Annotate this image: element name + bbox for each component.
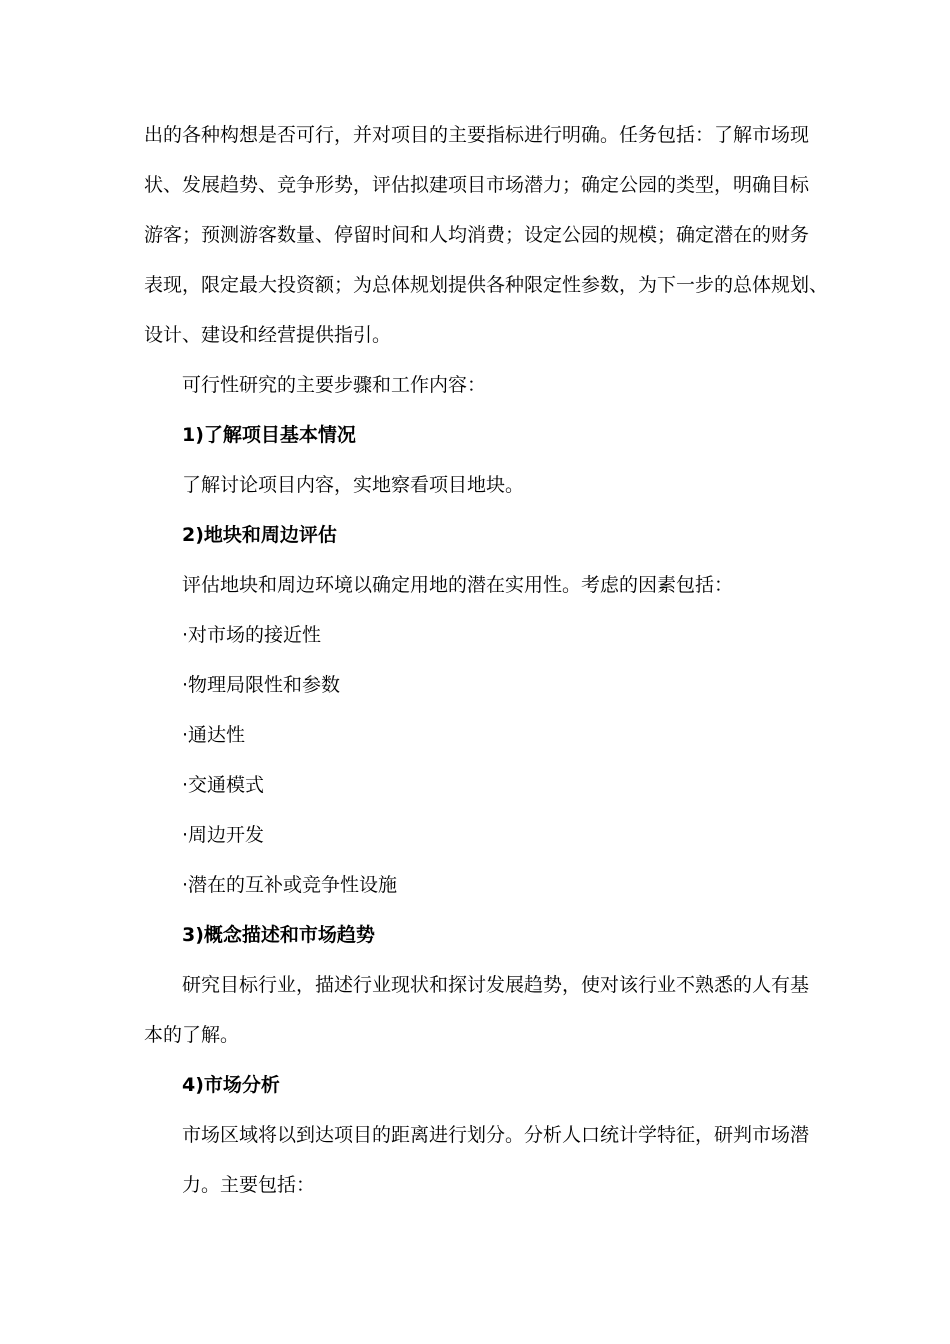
section-heading: 4)市场分析 — [182, 1074, 280, 1096]
bullet-item: ·交通模式 — [182, 774, 265, 796]
bullet-item: ·通达性 — [182, 724, 246, 746]
paragraph-line: 表现，限定最大投资额；为总体规划提供各种限定性参数，为下一步的总体规划、 — [144, 274, 829, 296]
paragraph-line: 设计、建设和经营提供指引。 — [144, 324, 392, 346]
paragraph-line: 游客；预测游客数量、停留时间和人均消费；设定公园的规模；确定潜在的财务 — [144, 224, 810, 246]
section-body-line: 研究目标行业，描述行业现状和探讨发展趋势，使对该行业不熟悉的人有基 — [182, 974, 810, 996]
bullet-item: ·潜在的互补或竞争性设施 — [182, 874, 398, 896]
section-body-line: 市场区域将以到达项目的距离进行划分。分析人口统计学特征，研判市场潜 — [182, 1124, 810, 1146]
bullet-item: ·物理局限性和参数 — [182, 674, 341, 696]
bullet-item: ·对市场的接近性 — [182, 624, 322, 646]
document-body — [144, 110, 829, 1210]
paragraph-line: 出的各种构想是否可行，并对项目的主要指标进行明确。任务包括：了解市场现 — [144, 124, 810, 146]
paragraph-line: 状、发展趋势、竞争形势，评估拟建项目市场潜力；确定公园的类型，明确目标 — [144, 174, 810, 196]
section-body-line: 力。主要包括： — [182, 1174, 316, 1196]
steps-intro: 可行性研究的主要步骤和工作内容： — [182, 374, 487, 396]
section-body-line: 本的了解。 — [144, 1024, 240, 1046]
section-heading: 2)地块和周边评估 — [182, 524, 337, 546]
section-heading: 1)了解项目基本情况 — [182, 424, 356, 446]
section-body-line: 了解讨论项目内容，实地察看项目地块。 — [182, 474, 525, 496]
section-heading: 3)概念描述和市场趋势 — [182, 924, 375, 946]
bullet-item: ·周边开发 — [182, 824, 265, 846]
section-body-line: 评估地块和周边环境以确定用地的潜在实用性。考虑的因素包括： — [182, 574, 734, 596]
